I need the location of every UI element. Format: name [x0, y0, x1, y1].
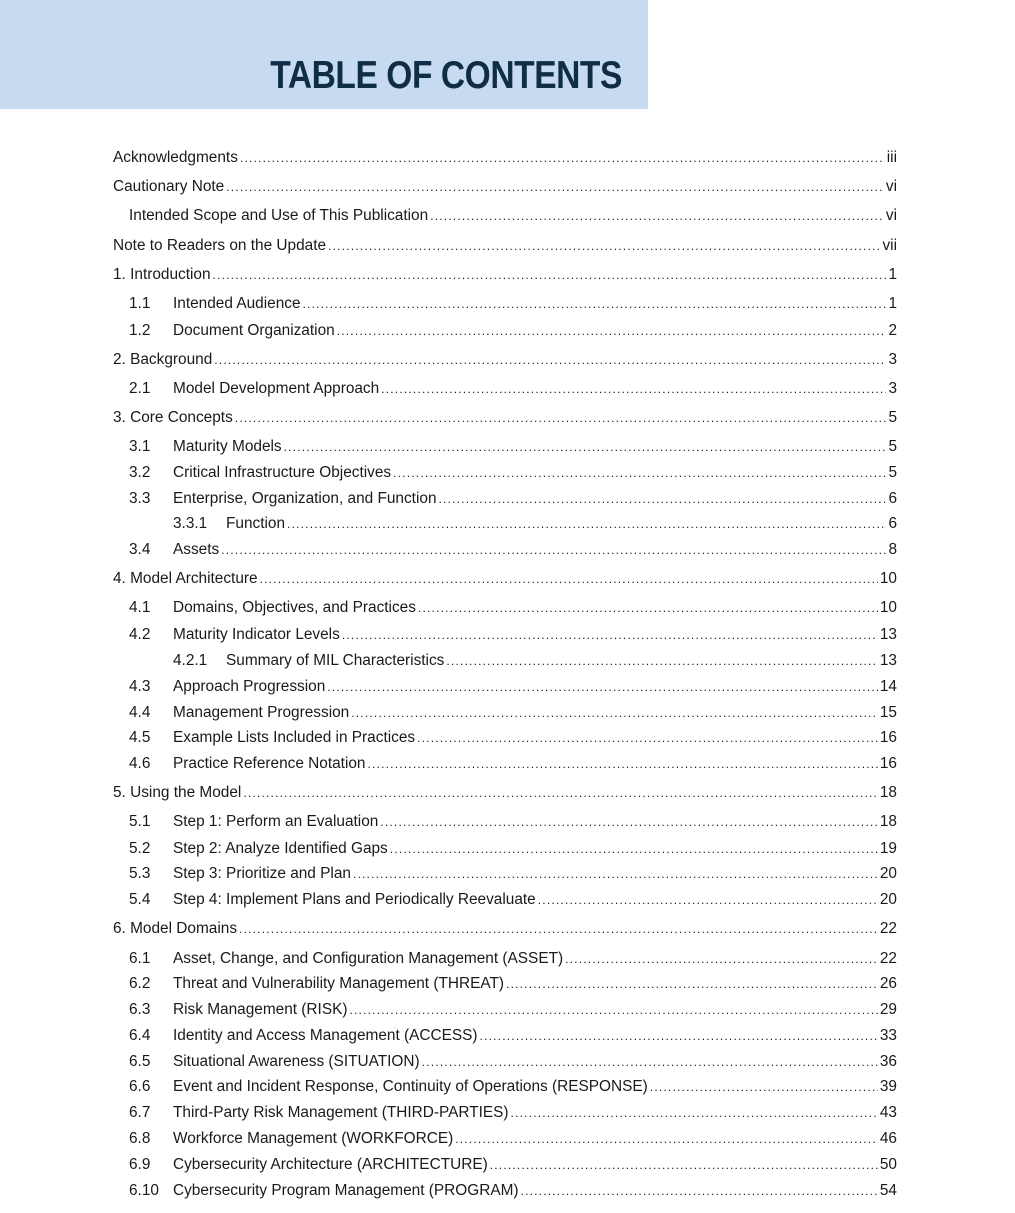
toc-entry-page-number[interactable]: 36 — [879, 1053, 897, 1070]
toc-entry-title[interactable]: 5. Using the Model — [113, 784, 242, 801]
toc-entry[interactable] — [0, 265, 897, 285]
toc-entry-page-number[interactable]: 3 — [888, 351, 897, 368]
toc-entry[interactable] — [0, 350, 897, 370]
toc-entry[interactable] — [0, 1052, 897, 1072]
toc-entry[interactable] — [0, 625, 897, 645]
toc-entry-title[interactable]: Risk Management (RISK) — [173, 1001, 348, 1018]
dot-leader — [351, 703, 878, 723]
toc-entry-title[interactable]: Maturity Models — [173, 438, 282, 455]
toc-entry-title[interactable]: Step 4: Implement Plans and Periodically Reevaluate — [173, 891, 536, 908]
toc-entry[interactable] — [0, 379, 897, 399]
toc-entry[interactable] — [0, 294, 897, 314]
toc-entry-title[interactable]: Cybersecurity Architecture (ARCHITECTURE) — [173, 1156, 488, 1173]
toc-entry-page-number[interactable]: 2 — [888, 322, 897, 339]
page-title: TABLE OF CONTENTS — [270, 54, 622, 97]
toc-entry-number: 6.5 — [129, 1053, 151, 1070]
toc-entry-number: 3.2 — [129, 464, 151, 481]
toc-entry-title[interactable]: Model Development Approach — [173, 380, 380, 397]
toc-entry-number: 6.7 — [129, 1104, 151, 1121]
toc-entry[interactable] — [0, 1026, 897, 1046]
toc-entry[interactable] — [0, 812, 897, 832]
toc-entry-number: 5.3 — [129, 865, 151, 882]
toc-entry[interactable] — [0, 1077, 897, 1097]
toc-entry-title[interactable]: Step 1: Perform an Evaluation — [173, 813, 379, 830]
toc-entry-page-number[interactable]: 13 — [879, 652, 897, 669]
toc-entry-number: 6.6 — [129, 1078, 151, 1095]
toc-entry-title[interactable]: Enterprise, Organization, and Function — [173, 490, 437, 507]
dot-leader — [380, 812, 878, 832]
toc-entry-number: 4.1 — [129, 599, 151, 616]
toc-entry-title[interactable]: Summary of MIL Characteristics — [226, 652, 445, 669]
toc-entry-title[interactable]: Situational Awareness (SITUATION) — [173, 1053, 420, 1070]
toc-entry-title[interactable]: Step 2: Analyze Identified Gaps — [173, 840, 388, 857]
toc-entry-title[interactable]: Cautionary Note — [113, 178, 225, 195]
dot-leader — [240, 148, 885, 168]
toc-entry-page-number[interactable]: 19 — [879, 840, 897, 857]
toc-entry-number: 1.1 — [129, 295, 151, 312]
toc-entry-page-number[interactable]: 18 — [879, 784, 897, 801]
toc-entry-page-number[interactable]: 5 — [888, 464, 897, 481]
toc-entry[interactable] — [0, 651, 897, 671]
toc-entry-page-number[interactable]: 13 — [879, 626, 897, 643]
toc-entry-page-number[interactable]: 14 — [879, 678, 897, 695]
toc-entry[interactable] — [0, 437, 897, 457]
toc-entry[interactable] — [0, 540, 897, 560]
toc-entry-page-number[interactable]: vii — [882, 237, 897, 254]
toc-entry-title[interactable]: Practice Reference Notation — [173, 755, 366, 772]
toc-entry-page-number[interactable]: 22 — [879, 920, 897, 937]
toc-entry-page-number[interactable]: vi — [885, 178, 897, 195]
toc-entry-number: 6.1 — [129, 950, 151, 967]
toc-entry[interactable] — [0, 148, 897, 168]
toc-entry-page-number[interactable]: iii — [886, 149, 897, 166]
dot-leader — [226, 177, 884, 197]
toc-entry-title[interactable]: Acknowledgments — [113, 149, 238, 166]
toc-entry[interactable] — [0, 1103, 897, 1123]
dot-leader — [439, 489, 887, 509]
toc-entry-number: 4.2 — [129, 626, 151, 643]
toc-entry-number: 6.10 — [129, 1182, 159, 1199]
dot-leader — [521, 1181, 878, 1201]
toc-entry[interactable] — [0, 321, 897, 341]
toc-entry-page-number[interactable]: 50 — [879, 1156, 897, 1173]
toc-entry-title[interactable]: Document Organization — [173, 322, 335, 339]
toc-entry-title[interactable]: Event and Incident Response, Continuity of Operations (RESPONSE) — [173, 1078, 648, 1095]
toc-entry-page-number[interactable]: 6 — [888, 515, 897, 532]
dot-leader — [490, 1155, 878, 1175]
toc-entry-title[interactable]: 2. Background — [113, 351, 213, 368]
title-banner — [0, 0, 648, 109]
dot-leader — [367, 754, 877, 774]
toc-entry-title[interactable]: Function — [226, 515, 286, 532]
toc-entry-title[interactable]: Maturity Indicator Levels — [173, 626, 340, 643]
toc-entry[interactable] — [0, 598, 897, 618]
toc-entry-number: 3.3.1 — [173, 515, 208, 532]
dot-leader — [393, 463, 886, 483]
toc-entry[interactable] — [0, 839, 897, 859]
dot-leader — [455, 1129, 878, 1149]
toc-entry[interactable] — [0, 1000, 897, 1020]
toc-entry-number: 1.2 — [129, 322, 151, 339]
dot-leader — [337, 321, 887, 341]
dot-leader — [506, 974, 878, 994]
toc-entry-title[interactable]: Note to Readers on the Update — [113, 237, 327, 254]
dot-leader — [381, 379, 886, 399]
dot-leader — [353, 864, 878, 884]
dot-leader — [349, 1000, 877, 1020]
toc-entry-number: 3.3 — [129, 490, 151, 507]
toc-entry-page-number[interactable]: 5 — [888, 409, 897, 426]
toc-entry-page-number[interactable]: 1 — [888, 295, 897, 312]
toc-entry-title[interactable]: Domains, Objectives, and Practices — [173, 599, 416, 616]
toc-entry-title[interactable]: 1. Introduction — [113, 266, 211, 283]
dot-leader — [430, 206, 884, 226]
toc-entry[interactable] — [0, 1129, 897, 1149]
dot-leader — [422, 1052, 878, 1072]
toc-entry[interactable] — [0, 974, 897, 994]
toc-entry-page-number[interactable]: 29 — [879, 1001, 897, 1018]
toc-entry-page-number[interactable]: 26 — [879, 975, 897, 992]
toc-entry[interactable] — [0, 1181, 897, 1201]
toc-entry[interactable] — [0, 703, 897, 723]
toc-entry-title[interactable]: Identity and Access Management (ACCESS) — [173, 1027, 478, 1044]
toc-entry[interactable] — [0, 890, 897, 910]
toc-entry-page-number[interactable]: 10 — [879, 599, 897, 616]
dot-leader — [650, 1077, 878, 1097]
dot-leader — [565, 949, 878, 969]
dot-leader — [243, 783, 878, 803]
toc-entry[interactable] — [0, 206, 897, 226]
toc-entry-number: 2.1 — [129, 380, 151, 397]
toc-entry[interactable] — [0, 754, 897, 774]
dot-leader — [235, 408, 887, 428]
toc-entry-page-number[interactable]: 10 — [879, 570, 897, 587]
dot-leader — [303, 294, 887, 314]
toc-entry[interactable] — [0, 514, 897, 534]
toc-entry-number: 5.1 — [129, 813, 151, 830]
toc-entry-page-number[interactable]: 20 — [879, 891, 897, 908]
toc-entry[interactable] — [0, 463, 897, 483]
toc-entry-number: 6.4 — [129, 1027, 151, 1044]
toc-entry-title[interactable]: Management Progression — [173, 704, 350, 721]
toc-entry-title[interactable]: Intended Scope and Use of This Publication — [129, 207, 429, 224]
toc-entry[interactable] — [0, 949, 897, 969]
toc-entry-page-number[interactable]: 22 — [879, 950, 897, 967]
dot-leader — [418, 598, 878, 618]
toc-entry-number: 3.4 — [129, 541, 151, 558]
toc-entry-page-number[interactable]: 16 — [879, 729, 897, 746]
toc-entry[interactable] — [0, 864, 897, 884]
dot-leader — [480, 1026, 878, 1046]
toc-entry-number: 4.3 — [129, 678, 151, 695]
toc-entry-title[interactable]: Asset, Change, and Configuration Management (ASSET) — [173, 950, 564, 967]
toc-entry-title[interactable]: Critical Infrastructure Objectives — [173, 464, 392, 481]
dot-leader — [239, 919, 878, 939]
toc-entry-title[interactable]: 4. Model Architecture — [113, 570, 258, 587]
toc-entry-title[interactable]: Example Lists Included in Practices — [173, 729, 416, 746]
dot-leader — [328, 236, 880, 256]
toc-entry-page-number[interactable]: 39 — [879, 1078, 897, 1095]
toc-entry-title[interactable]: Assets — [173, 541, 220, 558]
dot-leader — [446, 651, 878, 671]
toc-entry-number: 4.5 — [129, 729, 151, 746]
toc-entry-page-number[interactable]: 6 — [888, 490, 897, 507]
toc-entry-title[interactable]: Third-Party Risk Management (THIRD-PARTIES) — [173, 1104, 509, 1121]
toc-entry-title[interactable]: Intended Audience — [173, 295, 301, 312]
dot-leader — [390, 839, 878, 859]
toc-entry-title[interactable]: Workforce Management (WORKFORCE) — [173, 1130, 454, 1147]
toc-entry[interactable] — [0, 728, 897, 748]
toc-entry-page-number[interactable]: 16 — [879, 755, 897, 772]
toc-entry[interactable] — [0, 677, 897, 697]
dot-leader — [538, 890, 878, 910]
dot-leader — [214, 350, 886, 370]
toc-entry-title[interactable]: Approach Progression — [173, 678, 326, 695]
dot-leader — [221, 540, 886, 560]
toc-entry[interactable] — [0, 408, 897, 428]
toc-entry-page-number[interactable]: 3 — [888, 380, 897, 397]
dot-leader — [287, 514, 886, 534]
dot-leader — [511, 1103, 878, 1123]
toc-entry-page-number[interactable]: 1 — [888, 266, 897, 283]
toc-entry[interactable] — [0, 489, 897, 509]
toc-entry-title[interactable]: 3. Core Concepts — [113, 409, 233, 426]
toc-entry-number: 4.2.1 — [173, 652, 208, 669]
toc-entry-number: 4.6 — [129, 755, 151, 772]
toc-entry-page-number[interactable]: vi — [885, 207, 897, 224]
dot-leader — [342, 625, 878, 645]
toc-entry-page-number[interactable]: 20 — [879, 865, 897, 882]
dot-leader — [284, 437, 887, 457]
toc-entry[interactable] — [0, 783, 897, 803]
toc-entry-title[interactable]: Threat and Vulnerability Management (THREAT) — [173, 975, 505, 992]
toc-entry-page-number[interactable]: 8 — [888, 541, 897, 558]
dot-leader — [417, 728, 878, 748]
toc-entry-page-number[interactable]: 5 — [888, 438, 897, 455]
toc-entry-number: 6.8 — [129, 1130, 151, 1147]
toc-entry-number: 6.3 — [129, 1001, 151, 1018]
toc-entry-page-number[interactable]: 43 — [879, 1104, 897, 1121]
dot-leader — [260, 569, 878, 589]
toc-entry-page-number[interactable]: 54 — [879, 1182, 897, 1199]
toc-entry-page-number[interactable]: 33 — [879, 1027, 897, 1044]
toc-entry-page-number[interactable]: 46 — [879, 1130, 897, 1147]
toc-entry-title[interactable]: 6. Model Domains — [113, 920, 238, 937]
toc-entry-number: 6.2 — [129, 975, 151, 992]
toc-entry-page-number[interactable]: 18 — [879, 813, 897, 830]
toc-entry-title[interactable]: Step 3: Prioritize and Plan — [173, 865, 351, 882]
toc-entry[interactable] — [0, 1155, 897, 1175]
toc-entry-number: 6.9 — [129, 1156, 151, 1173]
dot-leader — [327, 677, 878, 697]
toc-entry-number: 5.2 — [129, 840, 151, 857]
toc-entry[interactable] — [0, 177, 897, 197]
toc-entry-number: 5.4 — [129, 891, 151, 908]
dot-leader — [213, 265, 887, 285]
toc-entry-number: 3.1 — [129, 438, 151, 455]
toc-entry[interactable] — [0, 236, 897, 256]
toc-entry[interactable] — [0, 569, 897, 589]
toc-entry-number: 4.4 — [129, 704, 151, 721]
toc-entry-title[interactable]: Cybersecurity Program Management (PROGRAM) — [173, 1182, 519, 1199]
toc-entry-page-number[interactable]: 15 — [879, 704, 897, 721]
toc-entry[interactable] — [0, 919, 897, 939]
